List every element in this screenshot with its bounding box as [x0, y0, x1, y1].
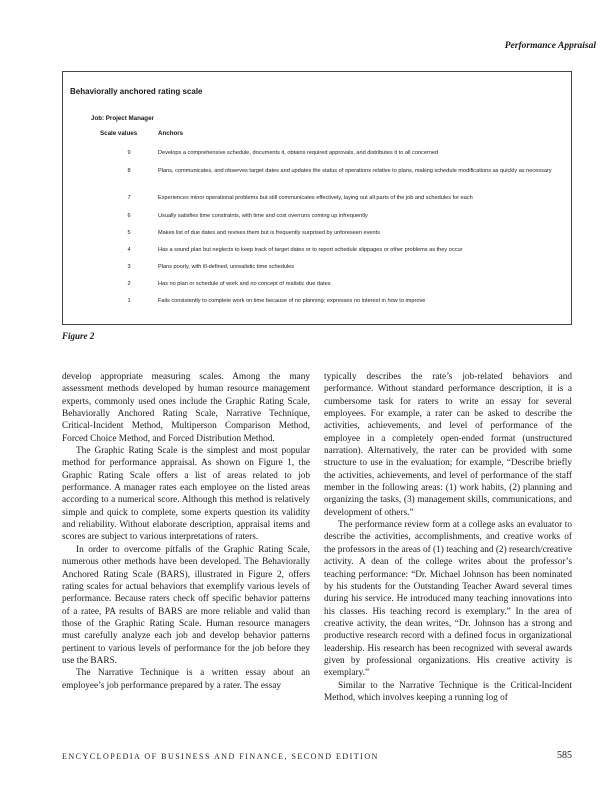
anchor-text: Makes list of due dates and revises them but is frequently surprised by unforeseen events — [158, 230, 381, 236]
scale-value: 6 — [127, 213, 131, 219]
anchor-text: Has no plan or schedule of work and no concept of realistic due dates — [158, 281, 331, 287]
scale-values-header: Scale values — [100, 130, 138, 137]
page-number: 585 — [557, 750, 572, 761]
scale-value: 1 — [127, 298, 131, 304]
anchor-text: Fails consistently to complete work on time because of no planning; expresses no interest in how to improve — [158, 298, 426, 304]
paragraph: In order to overcome pitfalls of the Graphic Rating Scale, numerous other methods have been developed. The Behaviorally Anchored Rating Scale (BARS), illustrated in Figure 2, offers rating scales for actual behaviors that exemplify various levels of performance. Because raters check off specific behavior patterns of a ratee, PA results of BARS are more reliable and valid than those of the Graphic Rating Scale. Human resource managers must carefully analyze each job and develop behavior patterns pertinent to various levels of performance for the job before they use the BARS. — [62, 544, 310, 666]
scale-value: 8 — [127, 168, 131, 174]
paragraph: Similar to the Narrative Technique is the Critical-Incident Method, which involves keeping a running log of — [324, 680, 572, 703]
anchor-text: Develops a comprehensive schedule, documents it, obtains required approvals, and distributes it to all concerned — [158, 150, 439, 156]
paragraph: The Narrative Technique is a written essay about an employee’s job performance prepared by a rater. The essay — [62, 668, 310, 691]
paragraph: The performance review form at a college asks an evaluator to describe the activities, accomplishments, and creative works of the professors in the areas of (1) teaching and (2) research/creative activity. A dean of the college writes about the professor’s teaching performance: “Dr. Michael Johnson has been nominated by his students for the Outstanding Teacher Award several times during his service. He introduced many teaching innovations into his classes. His teaching record is exemplary.” In the area of creative activity, the dean writes, “Dr. Johnson has a strong and productive research record with a defined focus in organizational leadership. His research has been recognized with several awards given by professional organizations. His creative activity is exemplary.” — [324, 520, 572, 679]
anchor-text: Experiences minor operational problems but still communicates effectively, laying out all parts of the job and schedules for each — [158, 195, 473, 201]
paragraph: typically describes the rate’s job-related behaviors and performance. Without standard performance description, it is a cumbersome task for raters to write an essay for several employees. For example, a rater can be asked to describe the activities, achievements, and level of performance of the employee in a completely open-ended format (unstructured narration). Alternatively, the rater can be provided with some structure to use in the evaluation; for example, “Describe briefly the activities, achievements, and level of performance of the staff member in the following areas: (1) work habits, (2) planning and organizing the tasks, (3) management skills, communications, and development of others.” — [324, 372, 572, 518]
figure-box — [62, 71, 572, 325]
scale-value: 7 — [127, 195, 131, 201]
anchor-text: Has a sound plan but neglects to keep track of target dates or to report schedule slippages or other problems as they occur — [158, 247, 463, 253]
running-header: Performance Appraisal — [504, 41, 596, 51]
anchor-text: Plans poorly, with ill-defined, unrealistic time schedules — [158, 264, 295, 270]
paragraph: The Graphic Rating Scale is the simplest and most popular method for performance appraisal. As shown on Figure 1, the Graphic Rating Scale offers a list of areas related to job performance. A manager rates each employee on the listed areas according to a numerical score. Although this method is relatively simple and quick to complete, some experts question its validity and reliability. Without elaborate description, appraisal items and scores are subject to various interpretations of raters. — [62, 446, 310, 543]
scale-value: 4 — [127, 247, 131, 253]
anchor-text: Plans, communicates, and observes target dates and updates the status of operations relative to plans, making schedule modifications as quickly as necessary — [158, 168, 552, 174]
text-column-left — [62, 371, 310, 692]
job-title: Job: Project Manager — [91, 115, 154, 122]
anchors-header: Anchors — [158, 130, 184, 137]
text-column-right — [324, 371, 572, 704]
figure-title: Behaviorally anchored rating scale — [70, 87, 203, 96]
scale-value: 3 — [127, 264, 131, 270]
scale-value: 9 — [127, 150, 131, 156]
paragraph: develop appropriate measuring scales. Among the many assessment methods developed by human resource management experts, commonly used ones include the Graphic Rating Scale, Behaviorally Anchored Rating Scale, Narrative Technique, Critical-Incident Method, Multiperson Comparison Method, Forced Choice Method, and Forced Distribution Method. — [62, 372, 310, 444]
scale-value: 5 — [127, 230, 131, 236]
figure-label: Figure 2 — [62, 331, 95, 341]
book-title-footer: ENCYCLOPEDIA OF BUSINESS AND FINANCE, SECOND EDITION — [62, 752, 379, 761]
anchor-text: Usually satisfies time constraints, with time and cost overruns coming up infrequently — [158, 213, 368, 219]
scale-value: 2 — [127, 281, 131, 287]
